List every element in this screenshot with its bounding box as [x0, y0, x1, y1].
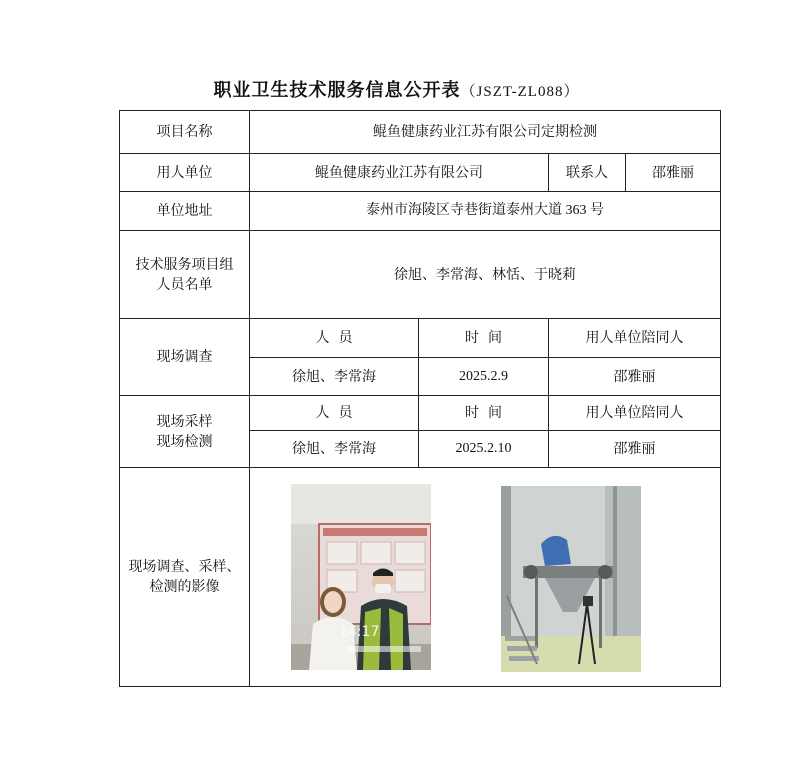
employer-value: 鲲鱼健康药业江苏有限公司: [250, 154, 549, 192]
sampling-col-companion: 用人单位陪同人: [549, 396, 721, 431]
row-survey-header: [120, 319, 721, 358]
contact-label: 联系人: [549, 154, 626, 192]
photo-sampling-equipment-image: [501, 486, 641, 672]
sampling-col-personnel: 人 员: [250, 396, 419, 431]
photo-site-survey: [291, 484, 431, 670]
row-project-name: [120, 111, 721, 154]
survey-col-personnel: 人 员: [250, 319, 419, 358]
images-label-line2: 检测的影像: [149, 579, 220, 595]
sampling-companion: 邵雅丽: [549, 431, 721, 468]
survey-companion: 邵雅丽: [549, 358, 721, 396]
employer-label: 用人单位: [120, 154, 250, 192]
info-table: [119, 110, 721, 687]
sampling-col-time: 时 间: [419, 396, 549, 431]
row-images: [120, 468, 721, 687]
survey-personnel: 徐旭、李常海: [250, 358, 419, 396]
contact-value: 邵雅丽: [626, 154, 721, 192]
team-label-line2: 人员名单: [156, 276, 213, 293]
survey-label: 现场调查: [120, 319, 250, 396]
team-label: [120, 231, 250, 319]
row-team: [120, 231, 721, 319]
team-label-line1: 技术服务项目组: [135, 256, 234, 273]
title-text: 职业卫生技术服务信息公开表: [213, 80, 461, 101]
address-label: 单位地址: [120, 192, 250, 231]
photo-site-survey-image: [291, 484, 431, 670]
project-name-label: 项目名称: [120, 111, 250, 154]
photo-sampling-equipment: [501, 486, 641, 672]
sampling-label-line1: 现场采样: [156, 413, 213, 430]
sampling-label-line2: 现场检测: [156, 433, 213, 450]
sampling-personnel: 徐旭、李常海: [250, 431, 419, 468]
survey-time: 2025.2.9: [419, 358, 549, 396]
row-employer: [120, 154, 721, 192]
survey-col-time: 时 间: [419, 319, 549, 358]
images-label-line1: 现场调查、采样、: [128, 559, 241, 575]
row-sampling-header: [120, 396, 721, 431]
sampling-label: [120, 396, 250, 468]
row-address: [120, 192, 721, 231]
address-value: 泰州市海陵区寺巷街道泰州大道 363 号: [250, 192, 721, 231]
project-name-value: 鲲鱼健康药业江苏有限公司定期检测: [250, 111, 721, 154]
photos-area: [250, 468, 720, 686]
survey-col-companion: 用人单位陪同人: [549, 319, 721, 358]
images-label: [120, 468, 250, 687]
page-title: [0, 76, 793, 102]
form-code: （JSZT-ZL088）: [460, 84, 580, 100]
sampling-time: 2025.2.10: [419, 431, 549, 468]
images-cell: [250, 468, 721, 687]
photo-timestamp: 14:17: [339, 624, 380, 640]
team-value: 徐旭、李常海、林恬、于晓莉: [250, 231, 721, 319]
